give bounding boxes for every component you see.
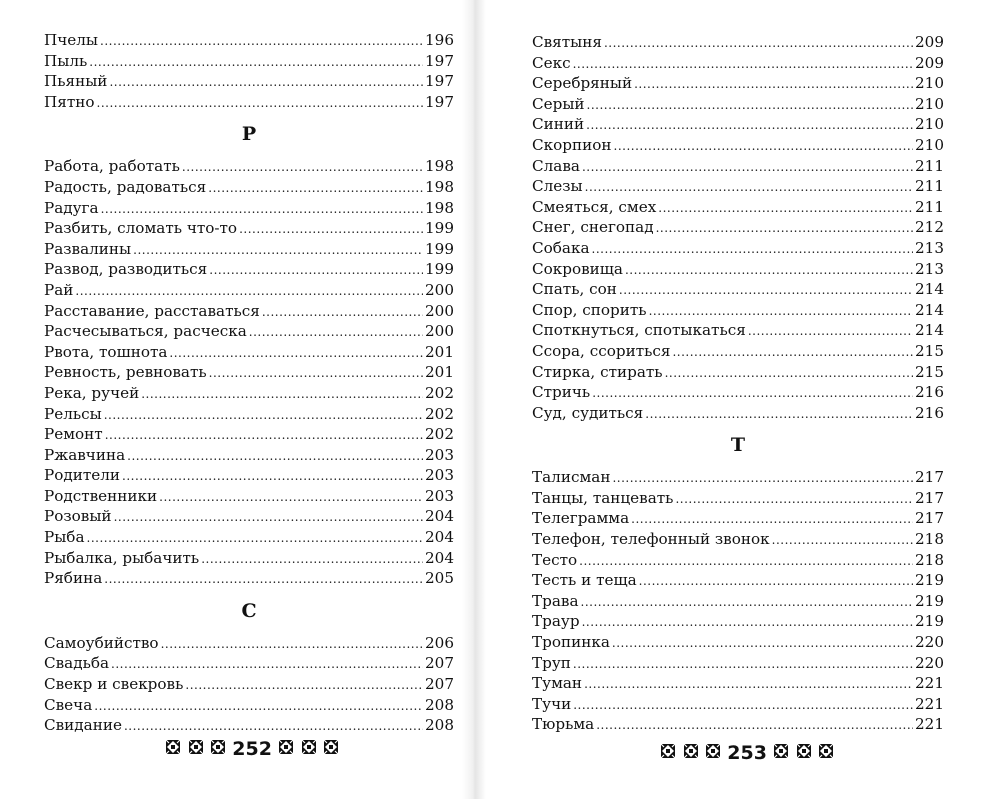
entry-page-number: 220 xyxy=(915,653,944,672)
index-entry xyxy=(532,362,944,383)
entry-term: Рябина xyxy=(44,569,103,588)
entry-page-number: 211 xyxy=(915,177,944,196)
dot-leader xyxy=(772,530,913,551)
entry-page-number: 198 xyxy=(425,177,454,196)
entry-term: Разбить, сломать что-то xyxy=(44,219,238,238)
dot-leader xyxy=(209,363,423,384)
dot-leader xyxy=(100,31,423,52)
dot-leader xyxy=(159,487,423,508)
entry-term: Туман xyxy=(532,674,583,693)
index-entry xyxy=(532,694,944,715)
dot-leader xyxy=(114,507,423,528)
section-letter: Р xyxy=(241,123,257,146)
index-entry xyxy=(532,94,944,115)
right-page-index xyxy=(532,32,944,735)
dot-leader xyxy=(612,468,913,489)
entry-page-number: 201 xyxy=(425,363,454,382)
index-entry xyxy=(44,51,454,72)
square-ornament-icon xyxy=(188,738,204,754)
dot-leader xyxy=(579,551,913,572)
entry-page-number: 203 xyxy=(425,466,454,485)
entry-term: Радость, радоваться xyxy=(44,177,207,196)
dot-leader xyxy=(582,157,913,178)
entry-term: Талисман xyxy=(532,468,611,487)
index-entry xyxy=(532,156,944,177)
entry-page-number: 211 xyxy=(915,197,944,216)
entry-page-number: 221 xyxy=(915,715,944,734)
entry-term: Пчелы xyxy=(44,31,99,49)
index-entry xyxy=(44,198,454,219)
dot-leader xyxy=(748,321,913,342)
entry-term: Собака xyxy=(532,238,590,257)
entry-page-number: 218 xyxy=(915,530,944,549)
entry-term: Радуга xyxy=(44,198,99,217)
ornament-group-left xyxy=(165,738,226,760)
dot-leader xyxy=(124,716,423,737)
index-entry xyxy=(532,653,944,674)
dot-leader xyxy=(675,489,913,510)
entry-page-number: 215 xyxy=(915,362,944,381)
dot-leader xyxy=(587,95,913,116)
entry-term: Стирка, стирать xyxy=(532,362,663,381)
entry-page-number: 208 xyxy=(425,695,454,714)
index-entry xyxy=(44,653,454,674)
entry-term: Свекр и свекровь xyxy=(44,675,184,694)
index-entry xyxy=(532,632,944,653)
index-entry xyxy=(44,674,454,695)
dot-leader xyxy=(105,425,423,446)
dot-leader xyxy=(122,466,423,487)
square-ornament-icon xyxy=(278,738,294,754)
entry-term: Тропинка xyxy=(532,633,610,652)
dot-leader xyxy=(249,322,423,343)
section-letter: С xyxy=(241,599,257,622)
entry-page-number: 213 xyxy=(915,259,944,278)
dot-leader xyxy=(672,342,913,363)
dot-leader xyxy=(612,633,913,654)
index-entry xyxy=(44,445,454,466)
entry-term: Тучи xyxy=(532,694,572,713)
dot-leader xyxy=(625,260,913,281)
index-entry xyxy=(44,695,454,716)
index-entry xyxy=(44,71,454,92)
entry-term: Работа, работать xyxy=(44,157,180,176)
square-ornament-icon xyxy=(683,742,699,758)
entry-page-number: 219 xyxy=(915,612,944,631)
square-ornament-icon xyxy=(210,738,226,754)
entry-term: Телеграмма xyxy=(532,509,630,528)
entry-term: Родители xyxy=(44,466,120,485)
index-entry xyxy=(532,611,944,632)
dot-leader xyxy=(141,384,423,405)
dot-leader xyxy=(596,715,913,736)
entry-term: Рыба xyxy=(44,528,85,547)
entry-page-number: 202 xyxy=(425,383,454,402)
square-ornament-icon xyxy=(705,742,721,758)
entry-term: Синий xyxy=(532,115,585,134)
entry-term: Тесть и теща xyxy=(532,571,637,590)
entry-term: Труп xyxy=(532,653,571,672)
index-entry xyxy=(44,177,454,198)
entry-page-number: 207 xyxy=(425,654,454,673)
dot-leader xyxy=(573,695,913,716)
entry-term: Секс xyxy=(532,53,571,72)
entry-page-number: 211 xyxy=(915,156,944,175)
entry-term: Слава xyxy=(532,156,580,175)
entry-page-number: 204 xyxy=(425,548,454,567)
index-entry xyxy=(532,467,944,488)
index-entry xyxy=(532,217,944,238)
dot-leader xyxy=(645,404,913,425)
entry-page-number: 214 xyxy=(915,280,944,299)
section-letter: Т xyxy=(730,434,746,457)
entry-page-number: 221 xyxy=(915,694,944,713)
dot-leader xyxy=(97,93,424,114)
dot-leader xyxy=(585,177,913,198)
entry-page-number: 198 xyxy=(425,198,454,217)
entry-page-number: 197 xyxy=(425,51,454,70)
index-entry xyxy=(532,197,944,218)
dot-leader xyxy=(658,198,913,219)
index-entry xyxy=(532,714,944,735)
dot-leader xyxy=(604,33,913,54)
entry-term: Пьяный xyxy=(44,72,108,91)
dot-leader xyxy=(592,239,913,260)
right-page-footer xyxy=(660,742,834,764)
left-page-number: 252 xyxy=(232,738,272,760)
index-entry xyxy=(532,673,944,694)
entry-page-number: 215 xyxy=(915,341,944,360)
index-entry xyxy=(532,73,944,94)
dot-leader xyxy=(104,569,423,590)
dot-leader xyxy=(89,52,423,73)
entry-term: Спор, спорить xyxy=(532,300,647,319)
index-entry xyxy=(532,550,944,571)
entry-term: Рельсы xyxy=(44,404,102,423)
index-entry xyxy=(44,548,454,569)
dot-leader xyxy=(656,218,913,239)
entry-page-number: 200 xyxy=(425,322,454,341)
dot-leader xyxy=(87,528,423,549)
entry-page-number: 200 xyxy=(425,301,454,320)
entry-term: Пятно xyxy=(44,92,95,111)
entry-term: Ревность, ревновать xyxy=(44,363,207,382)
dot-leader xyxy=(586,115,913,136)
square-ornament-icon xyxy=(165,738,181,754)
entry-term: Стричь xyxy=(532,383,591,402)
dot-leader xyxy=(631,509,913,530)
dot-leader xyxy=(209,260,423,281)
entry-term: Свидание xyxy=(44,716,122,735)
entry-term: Тюрьма xyxy=(532,715,595,734)
entry-page-number: 220 xyxy=(915,633,944,652)
ornament-group-right xyxy=(278,738,339,760)
index-entry xyxy=(44,404,454,425)
index-entry xyxy=(44,633,454,654)
dot-leader xyxy=(182,157,423,178)
square-ornament-icon xyxy=(796,742,812,758)
left-page-footer xyxy=(165,738,339,760)
entry-term: Телефон, телефонный звонок xyxy=(532,530,770,549)
index-entry xyxy=(532,508,944,529)
index-entry xyxy=(44,92,454,113)
entry-page-number: 199 xyxy=(425,219,454,238)
square-ornament-icon xyxy=(660,742,676,758)
entry-page-number: 216 xyxy=(915,403,944,422)
entry-page-number: 219 xyxy=(915,591,944,610)
dot-leader xyxy=(201,549,423,570)
entry-term: Спать, сон xyxy=(532,280,617,299)
entry-page-number: 210 xyxy=(915,94,944,113)
entry-term: Развод, разводиться xyxy=(44,260,208,279)
entry-term: Споткнуться, спотыкаться xyxy=(532,321,746,340)
entry-term: Рвота, тошнота xyxy=(44,342,168,361)
index-entry xyxy=(532,238,944,259)
dot-leader xyxy=(581,592,913,613)
square-ornament-icon xyxy=(818,742,834,758)
entry-page-number: 218 xyxy=(915,550,944,569)
dot-leader xyxy=(592,383,913,404)
dot-leader xyxy=(619,280,913,301)
entry-page-number: 197 xyxy=(425,72,454,91)
dot-leader xyxy=(573,654,913,675)
index-entry xyxy=(532,135,944,156)
index-entry xyxy=(44,486,454,507)
entry-term: Самоубийство xyxy=(44,633,159,652)
entry-page-number: 219 xyxy=(915,571,944,590)
entry-page-number: 214 xyxy=(915,300,944,319)
entry-page-number: 202 xyxy=(425,425,454,444)
index-entry xyxy=(44,465,454,486)
entry-page-number: 203 xyxy=(425,445,454,464)
entry-term: Развалины xyxy=(44,239,132,258)
entry-term: Серебряный xyxy=(532,74,633,93)
entry-page-number: 210 xyxy=(915,135,944,154)
entry-page-number: 217 xyxy=(915,509,944,528)
square-ornament-icon xyxy=(773,742,789,758)
dot-leader xyxy=(127,446,423,467)
index-entry xyxy=(44,527,454,548)
entry-page-number: 205 xyxy=(425,569,454,588)
entry-page-number: 203 xyxy=(425,486,454,505)
ornament-group-left xyxy=(660,742,721,764)
entry-term: Ремонт xyxy=(44,425,103,444)
dot-leader xyxy=(161,634,423,655)
entry-page-number: 212 xyxy=(915,218,944,237)
entry-term: Расчесываться, расческа xyxy=(44,322,247,341)
entry-page-number: 208 xyxy=(425,716,454,735)
index-entry xyxy=(532,320,944,341)
dot-leader xyxy=(639,571,913,592)
index-entry xyxy=(532,300,944,321)
entry-page-number: 199 xyxy=(425,260,454,279)
entry-page-number: 217 xyxy=(915,488,944,507)
dot-leader xyxy=(94,696,423,717)
index-entry xyxy=(532,259,944,280)
entry-term: Свадьба xyxy=(44,654,110,673)
index-entry xyxy=(44,321,454,342)
dot-leader xyxy=(573,54,913,75)
entry-page-number: 210 xyxy=(915,74,944,93)
entry-page-number: 216 xyxy=(915,383,944,402)
index-entry xyxy=(532,32,944,53)
entry-term: Тесто xyxy=(532,550,578,569)
index-entry xyxy=(44,506,454,527)
entry-page-number: 214 xyxy=(915,321,944,340)
entry-term: Розовый xyxy=(44,507,112,526)
index-entry xyxy=(44,424,454,445)
index-entry xyxy=(44,301,454,322)
entry-term: Серый xyxy=(532,94,585,113)
entry-page-number: 200 xyxy=(425,280,454,299)
right-page-number: 253 xyxy=(727,742,767,764)
entry-term: Святыня xyxy=(532,33,602,51)
entry-term: Ссора, ссориться xyxy=(532,341,671,360)
index-entry xyxy=(44,156,454,177)
index-entry xyxy=(532,488,944,509)
entry-page-number: 198 xyxy=(425,157,454,176)
entry-page-number: 204 xyxy=(425,507,454,526)
dot-leader xyxy=(101,199,423,220)
dot-leader xyxy=(649,301,913,322)
square-ornament-icon xyxy=(323,738,339,754)
dot-leader xyxy=(104,405,423,426)
dot-leader xyxy=(133,240,423,261)
entry-term: Рай xyxy=(44,280,74,299)
index-entry xyxy=(44,218,454,239)
entry-page-number: 209 xyxy=(915,33,944,51)
entry-term: Сокровища xyxy=(532,259,623,278)
entry-term: Скорпион xyxy=(532,135,612,154)
dot-leader xyxy=(614,136,914,157)
index-entry xyxy=(44,30,454,51)
entry-page-number: 210 xyxy=(915,115,944,134)
index-entry xyxy=(44,715,454,736)
index-entry xyxy=(532,529,944,550)
dot-leader xyxy=(262,302,423,323)
index-entry xyxy=(532,53,944,74)
entry-term: Танцы, танцевать xyxy=(532,488,674,507)
index-entry xyxy=(532,341,944,362)
dot-leader xyxy=(75,281,423,302)
entry-term: Расставание, расставаться xyxy=(44,301,260,320)
entry-term: Слезы xyxy=(532,177,583,196)
index-entry xyxy=(532,114,944,135)
index-entry xyxy=(44,568,454,589)
index-entry xyxy=(44,239,454,260)
index-entry xyxy=(532,176,944,197)
index-entry xyxy=(44,259,454,280)
dot-leader xyxy=(582,612,913,633)
index-entry xyxy=(532,382,944,403)
entry-term: Свеча xyxy=(44,695,93,714)
index-entry xyxy=(44,362,454,383)
entry-page-number: 199 xyxy=(425,239,454,258)
entry-page-number: 213 xyxy=(915,238,944,257)
entry-page-number: 221 xyxy=(915,674,944,693)
entry-term: Рыбалка, рыбачить xyxy=(44,548,200,567)
entry-term: Трава xyxy=(532,591,579,610)
entry-page-number: 209 xyxy=(915,53,944,72)
index-entry xyxy=(532,279,944,300)
index-entry xyxy=(44,383,454,404)
index-entry xyxy=(532,591,944,612)
entry-page-number: 197 xyxy=(425,92,454,111)
entry-term: Пыль xyxy=(44,51,88,70)
index-entry xyxy=(532,403,944,424)
entry-term: Родственники xyxy=(44,486,158,505)
entry-term: Суд, судиться xyxy=(532,403,644,422)
entry-term: Река, ручей xyxy=(44,383,140,402)
dot-leader xyxy=(111,654,423,675)
dot-leader xyxy=(584,674,913,695)
dot-leader xyxy=(665,363,913,384)
left-page-index xyxy=(44,30,454,736)
dot-leader xyxy=(634,74,913,95)
dot-leader xyxy=(169,343,423,364)
entry-page-number: 204 xyxy=(425,528,454,547)
book-gutter xyxy=(462,0,486,799)
entry-page-number: 207 xyxy=(425,675,454,694)
index-entry xyxy=(44,280,454,301)
entry-page-number: 206 xyxy=(425,633,454,652)
dot-leader xyxy=(208,178,423,199)
index-entry xyxy=(532,570,944,591)
entry-term: Снег, снегопад xyxy=(532,218,654,237)
entry-page-number: 196 xyxy=(425,31,454,49)
entry-term: Траур xyxy=(532,612,580,631)
index-entry xyxy=(44,342,454,363)
entry-term: Смеяться, смех xyxy=(532,197,657,216)
ornament-group-right xyxy=(773,742,834,764)
dot-leader xyxy=(185,675,423,696)
entry-page-number: 202 xyxy=(425,404,454,423)
square-ornament-icon xyxy=(301,738,317,754)
entry-page-number: 217 xyxy=(915,468,944,487)
dot-leader xyxy=(109,72,423,93)
dot-leader xyxy=(239,219,423,240)
entry-page-number: 201 xyxy=(425,342,454,361)
entry-term: Ржавчина xyxy=(44,445,126,464)
